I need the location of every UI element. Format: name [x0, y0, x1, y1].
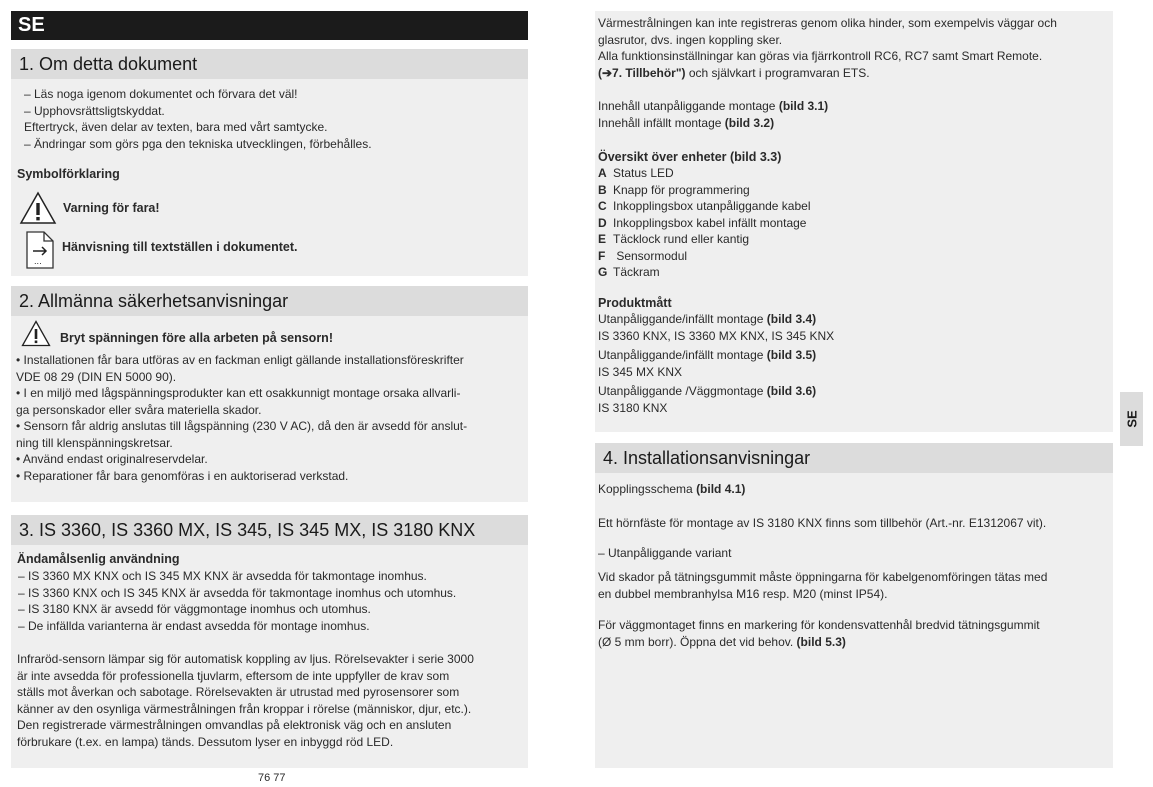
- sealing-note: [598, 569, 1110, 602]
- safety-list: [16, 352, 521, 484]
- paragraph-line: Värmestrålningen kan inte registreras genom olika hinder, som exempelvis väggar och: [598, 16, 1057, 30]
- dimension-label: Utanpåliggande /Väggmontage: [598, 384, 767, 398]
- device-letter: B: [598, 182, 607, 197]
- device-name: Inkopplingsbox utanpåliggande kabel: [613, 199, 811, 213]
- list-item: [598, 231, 1110, 248]
- section-3-title: 3. IS 3360, IS 3360 MX, IS 345, IS 345 MX, IS 3180 KNX: [11, 515, 528, 545]
- device-letter: F: [598, 248, 606, 263]
- dimension-models: IS 3180 KNX: [598, 400, 668, 415]
- list-item: – IS 3360 KNX och IS 345 KNX är avsedda för takmontage inomhus och utomhus.: [18, 585, 457, 600]
- list-item: ga personskador eller svåra materiella skador.: [16, 402, 262, 417]
- device-letter: A: [598, 166, 607, 180]
- list-item: • Reparationer får bara genomföras i en auktoriserad verkstad.: [16, 468, 349, 483]
- section-1-title: 1. Om detta dokument: [11, 49, 528, 79]
- device-name: Täckram: [613, 265, 660, 279]
- paragraph-line: Den registrerade värmestrålningen omvandlas på elektronisk väg och en ansluten: [17, 718, 452, 732]
- dimensions-list: [598, 311, 1110, 416]
- reference-label: Hänvisning till textställen i dokumentet.: [62, 240, 298, 254]
- list-item: Eftertryck, även delar av texten, bara med vårt samtycke.: [24, 120, 328, 134]
- device-name: Täcklock rund eller kantig: [613, 232, 750, 246]
- overview-heading: Översikt över enheter (bild 3.3): [598, 150, 782, 164]
- accessory-reference: (➔7. Tillbehör"): [598, 65, 686, 80]
- list-item: [598, 115, 1110, 132]
- list-item: ning till klenspänningskretsar.: [16, 435, 173, 450]
- warning-label: Varning för fara!: [63, 201, 160, 215]
- dimension-label: Utanpåliggande/infällt montage: [598, 348, 767, 362]
- paragraph-line: en dubbel membranhylsa M16 resp. M20 (minst IP54).: [598, 586, 888, 601]
- language-bar: SE: [11, 11, 528, 40]
- device-name: Knapp för programmering: [613, 182, 750, 197]
- wiring-line: [598, 481, 1110, 498]
- warning-triangle-icon: [21, 320, 51, 347]
- section-1-list: [24, 86, 519, 152]
- paragraph-line: förbrukare (t.ex. en lampa) tänds. Dessutom lyser en inbyggd röd LED.: [17, 734, 394, 749]
- usage-list: [18, 568, 523, 634]
- device-name: Sensormodul: [613, 248, 688, 263]
- figure-reference: (bild 5.3): [796, 634, 846, 649]
- side-language-tab: [1120, 392, 1143, 446]
- list-item: – De infällda varianterna är endast avsedda för montage inomhus.: [18, 618, 370, 633]
- dimension-models: IS 345 MX KNX: [598, 364, 683, 379]
- sensor-description: [17, 651, 524, 750]
- list-item: [598, 347, 1110, 364]
- list-item: [598, 248, 1110, 265]
- list-item: [598, 383, 1110, 400]
- usage-heading: Ändamålsenlig användning: [17, 552, 180, 566]
- device-letter: E: [598, 232, 607, 246]
- figure-reference: (bild 3.5): [766, 348, 817, 362]
- list-item: – Läs noga igenom dokumentet och förvara det väl!: [24, 87, 298, 101]
- list-item: – IS 3360 MX KNX och IS 345 MX KNX är avsedda för takmontage inomhus.: [18, 569, 427, 583]
- figure-reference: (bild 3.2): [724, 115, 775, 130]
- warning-triangle-icon: [19, 191, 57, 225]
- device-list: [598, 165, 1110, 281]
- wiring-text: Kopplingsschema: [598, 482, 697, 496]
- device-name: Status LED: [613, 166, 674, 180]
- list-item: [598, 198, 1110, 215]
- dimension-label: Utanpåliggande/infällt montage: [598, 312, 767, 326]
- list-item: [598, 311, 1110, 328]
- variant-label: – Utanpåliggande variant: [598, 546, 732, 560]
- figure-reference: (bild 3.6): [766, 384, 817, 398]
- corner-bracket-note: Ett hörnfäste för montage av IS 3180 KNX finns som tillbehör (Art.-nr. E1312067 vit).: [598, 516, 1047, 530]
- device-letter: D: [598, 215, 607, 230]
- section-4-title: 4. Installationsanvisningar: [595, 443, 1113, 473]
- intro-text: [598, 15, 1110, 81]
- figure-reference: (bild 3.1): [778, 99, 829, 113]
- section-2-title: 2. Allmänna säkerhetsanvisningar: [11, 286, 528, 316]
- svg-text:...: ...: [34, 257, 42, 266]
- side-tab-label: SE: [1124, 410, 1139, 428]
- list-item: [598, 98, 1110, 115]
- paragraph-line: För väggmontaget finns en markering för kondensvattenhål bredvid tätningsgummit: [598, 618, 1040, 632]
- figure-reference: (bild 3.4): [766, 312, 817, 326]
- list-item: [598, 182, 1110, 199]
- paragraph-line: ställs mot åverkan och sabotage. Rörelsevakten är utrustad med pyrosensorer som: [17, 685, 460, 699]
- safety-warning: Bryt spänningen före alla arbeten på sensorn!: [60, 331, 333, 345]
- page-numbers: 76 77: [258, 772, 286, 784]
- list-item: [598, 215, 1110, 232]
- dimension-models: IS 3360 KNX, IS 3360 MX KNX, IS 345 KNX: [598, 328, 835, 343]
- paragraph-line: [598, 65, 1110, 82]
- list-item: [598, 165, 1110, 182]
- contents-list: [598, 98, 1110, 131]
- paragraph-line: känner av den osynliga värmestrålningen från kroppar i rörelse (människor, djur, etc.).: [17, 701, 472, 716]
- figure-reference: (bild 4.1): [696, 482, 746, 496]
- list-item: – Ändringar som görs pga den tekniska utvecklingen, förbehålles.: [24, 136, 372, 151]
- contents-text: Innehåll infällt montage: [598, 115, 725, 130]
- list-item: • Använd endast originalreservdelar.: [16, 452, 208, 466]
- list-item: • Installationen får bara utföras av en fackman enligt gällande installationsföreskrifter: [16, 353, 464, 367]
- list-item: – Upphovsrättsligtskyddat.: [24, 103, 165, 118]
- paragraph-text: och självkart i programvaran ETS.: [685, 65, 870, 80]
- paragraph-line: Vid skador på tätningsgummit måste öppningarna för kabelgenomföringen tätas med: [598, 570, 1048, 584]
- document-reference-icon: [26, 231, 54, 269]
- paragraph-line: Infraröd-sensorn lämpar sig för automatisk koppling av ljus. Rörelsevakter i serie 3000: [17, 652, 474, 666]
- device-letter: C: [598, 199, 607, 213]
- paragraph-line: är inte avsedda för professionella tjuvlarm, eftersom de inte uppfyller de krav som: [17, 668, 450, 683]
- list-item: VDE 08 29 (DIN EN 5000 90).: [16, 369, 177, 384]
- device-letter: G: [598, 265, 608, 279]
- symbol-heading: Symbolförklaring: [17, 167, 120, 181]
- device-name: Inkopplingsbox kabel infällt montage: [613, 215, 807, 230]
- contents-text: Innehåll utanpåliggande montage: [598, 99, 779, 113]
- list-item: • I en miljö med lågspänningsprodukter kan ett osakkunnigt montage orsaka allvarli-: [16, 386, 461, 400]
- list-item: – IS 3180 KNX är avsedd för väggmontage inomhus och utomhus.: [18, 602, 371, 616]
- paragraph-text: (Ø 5 mm borr). Öppna det vid behov.: [598, 634, 797, 649]
- paragraph-line: Alla funktionsinställningar kan göras via fjärrkontroll RC6, RC7 samt Smart Remote.: [598, 49, 1043, 63]
- list-item: [598, 264, 1110, 281]
- list-item: • Sensorn får aldrig anslutas till lågspänning (230 V AC), då den är avsedd för anslut-: [16, 419, 468, 433]
- dimensions-heading: Produktmått: [598, 296, 672, 310]
- paragraph-line: glasrutor, dvs. ingen koppling sker.: [598, 32, 783, 47]
- paragraph-line: [598, 634, 1110, 651]
- wall-mount-note: [598, 617, 1110, 650]
